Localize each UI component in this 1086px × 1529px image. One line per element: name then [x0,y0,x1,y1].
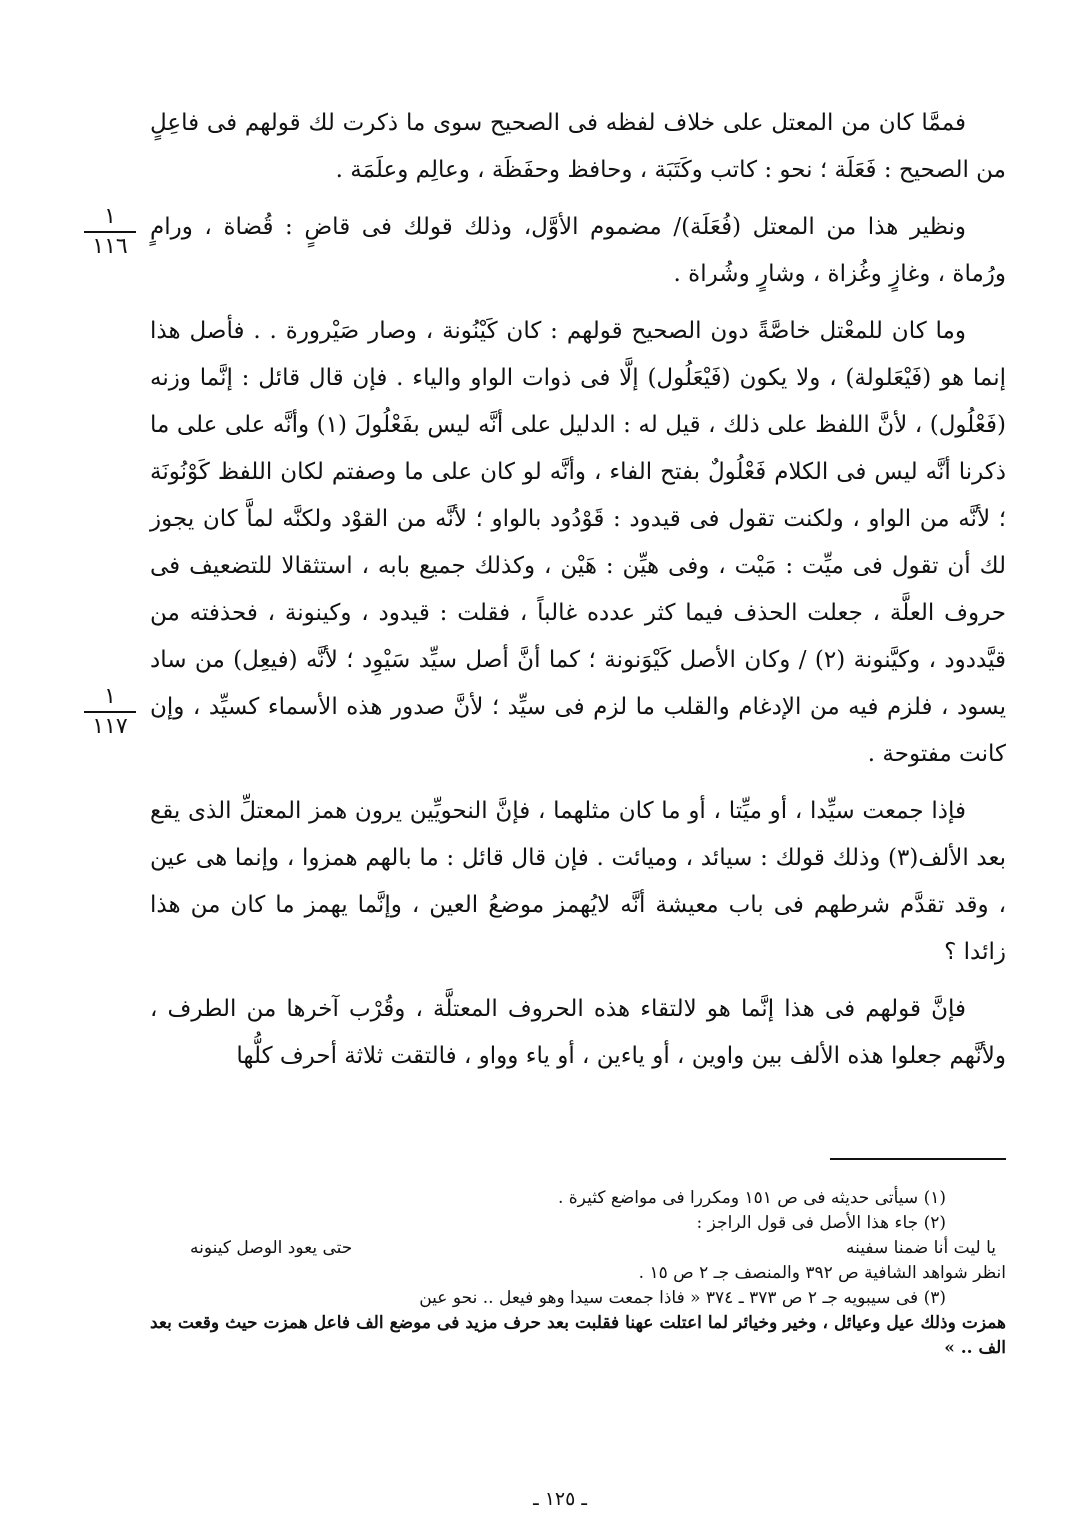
footnote-2-intro: (٢) جاء هذا الأصل فى قول الراجز : [696,1213,946,1233]
paragraph-3: وما كان للمعْتل خاصَّةً دون الصحيح قولهم : كان كَيْنُونة ، وصار صَيْرورة . . فأصل هذا إنما هو (فَيْعَلولة) ، ولا يكون (فَيْعَلُول) إلَّا فى ذوات الواو والياء . فإن قال قائل : إنَّما وزنه (فَعْلُول) ، لأنَّ اللفظ على ذلك ، قيل له : الدليل على أنَّه ليس بفَعْلُولَ (١) وأنَّه على على ما ذكرنا أنَّه ليس فى الكلام فَعْلُولٌ بفتح الفاء ، وأنَّه لو كان على ما وصفتم لكان اللفظ كَوْنُونَة ؛ لأنَّه من الواو ، ولكنت تقول فى قيدود : قَوْدُود بالواو ؛ لأنَّه من القوْد ولكنَّه لماَّ كان يجوز لك أن تقول فى ميِّت : مَيْت ، وفى هيِّن : هَيْن ، وكذلك جميع بابه ، استثقالا للتضعيف فى حروف العلَّة ، جعلت الحذف فيما كثر عدده غالباً ، فقلت : قيدود ، وكينونة ، فحذفته من قيَّددود ، وكيَّنونة (٢) / وكان الأصل كَيْوَنونة ؛ كما أنَّ أصل سيِّد سَيْوِد ؛ لأنَّه (فيعِل) من ساد يسود ، فلزم فيه من الإدغام والقلب ما لزم فى سيِّد ؛ لأنَّ صدور هذه الأسماء كسيِّد ، وإن كانت مفتوحة . [150,318,1007,767]
margin-page-ref-117 [72,684,148,740]
page-number: ـ ١٢٥ ـ [533,1488,587,1510]
footnote-3-first-line: (٣) فى سيبويه جـ ٢ ص ٣٧٣ ـ ٣٧٤ « فاذا جمعت سيدا وهو فيعل .. نحو عين [419,1288,946,1308]
paragraph-5: فإنَّ قولهم فى هذا إنَّما هو لالتقاء هذه الحروف المعتلَّة ، وقُرْب آخرها من الطرف ، ولأنَّهم جعلوا هذه الألف بين واوين ، أو ياءين ، أو ياء وواو ، فالتقت ثلاثة أحرف كلُّها [150,996,1006,1069]
paragraph-4: فإذا جمعت سيِّدا ، أو ميِّتا ، أو ما كان مثلهما ، فإنَّ النحويِّين يرون همز المعتلِّ الذى يقع بعد الألف(٣) وذلك قولك : سيائد ، وميائت . فإن قال قائل : ما بالهم همزوا ، وإنما هى عين ، وقد تقدَّم شرطهم فى باب معيشة أنَّه لايُهمز موضعُ العين ، وإنَّما يهمز ما كان من هذا زائدا ؟ [150,798,1006,965]
verse-first-hemistich: يا ليت أنا ضمنا سفينه [846,1238,996,1258]
margin-ref-top: ١ [104,204,116,229]
footnotes [150,1186,1006,1361]
paragraph-2: ونظير هذا من المعتل (فُعَلَة)/ مضموم الأوَّل، وذلك قولك فى قاضٍ : قُضاة ، ورامٍ ورُماة ، وغازٍ وغُزاة ، وشارٍ وشُراة . [150,214,1006,287]
main-text [150,100,1006,1090]
footnote-2-verse [150,1236,1006,1261]
margin-page-ref-116 [72,204,148,260]
footnote-2-source: انظر شواهد الشافية ص ٣٩٢ والمنصف جـ ٢ ص ١٥ . [638,1263,1006,1283]
paragraph-1: فممَّا كان من المعتل على خلاف لفظه فى الصحيح سوى ما ذكرت لك قولهم فى فاعِلٍ من الصحيح : فَعَلَة ؛ نحو : كاتب وكَتَبَة ، وحافظ وحفَظَة ، وعالِم وعلَمَة . [150,110,1006,183]
footnote-3-continuation: همزت وذلك عيل وعيائل ، وخير وخيائر لما اعتلت عهنا فقلبت بعد حرف مزيد فى موضع الف فاعل همزت حيث وقعت بعد الف .. » [150,1313,1006,1358]
margin-ref-rule [84,711,136,713]
footnote-1: (١) سيأتى حديثه فى ص ١٥١ ومكررا فى مواضع كثيرة . [557,1188,946,1208]
margin-ref-top: ١ [104,684,116,709]
margin-ref-bottom: ١١٧ [92,714,128,739]
margin-ref-bottom: ١١٦ [92,234,128,259]
footnote-separator [830,1158,1006,1160]
verse-second-hemistich: حتى يعود الوصل كينونه [190,1238,353,1258]
margin-ref-rule [84,231,136,233]
